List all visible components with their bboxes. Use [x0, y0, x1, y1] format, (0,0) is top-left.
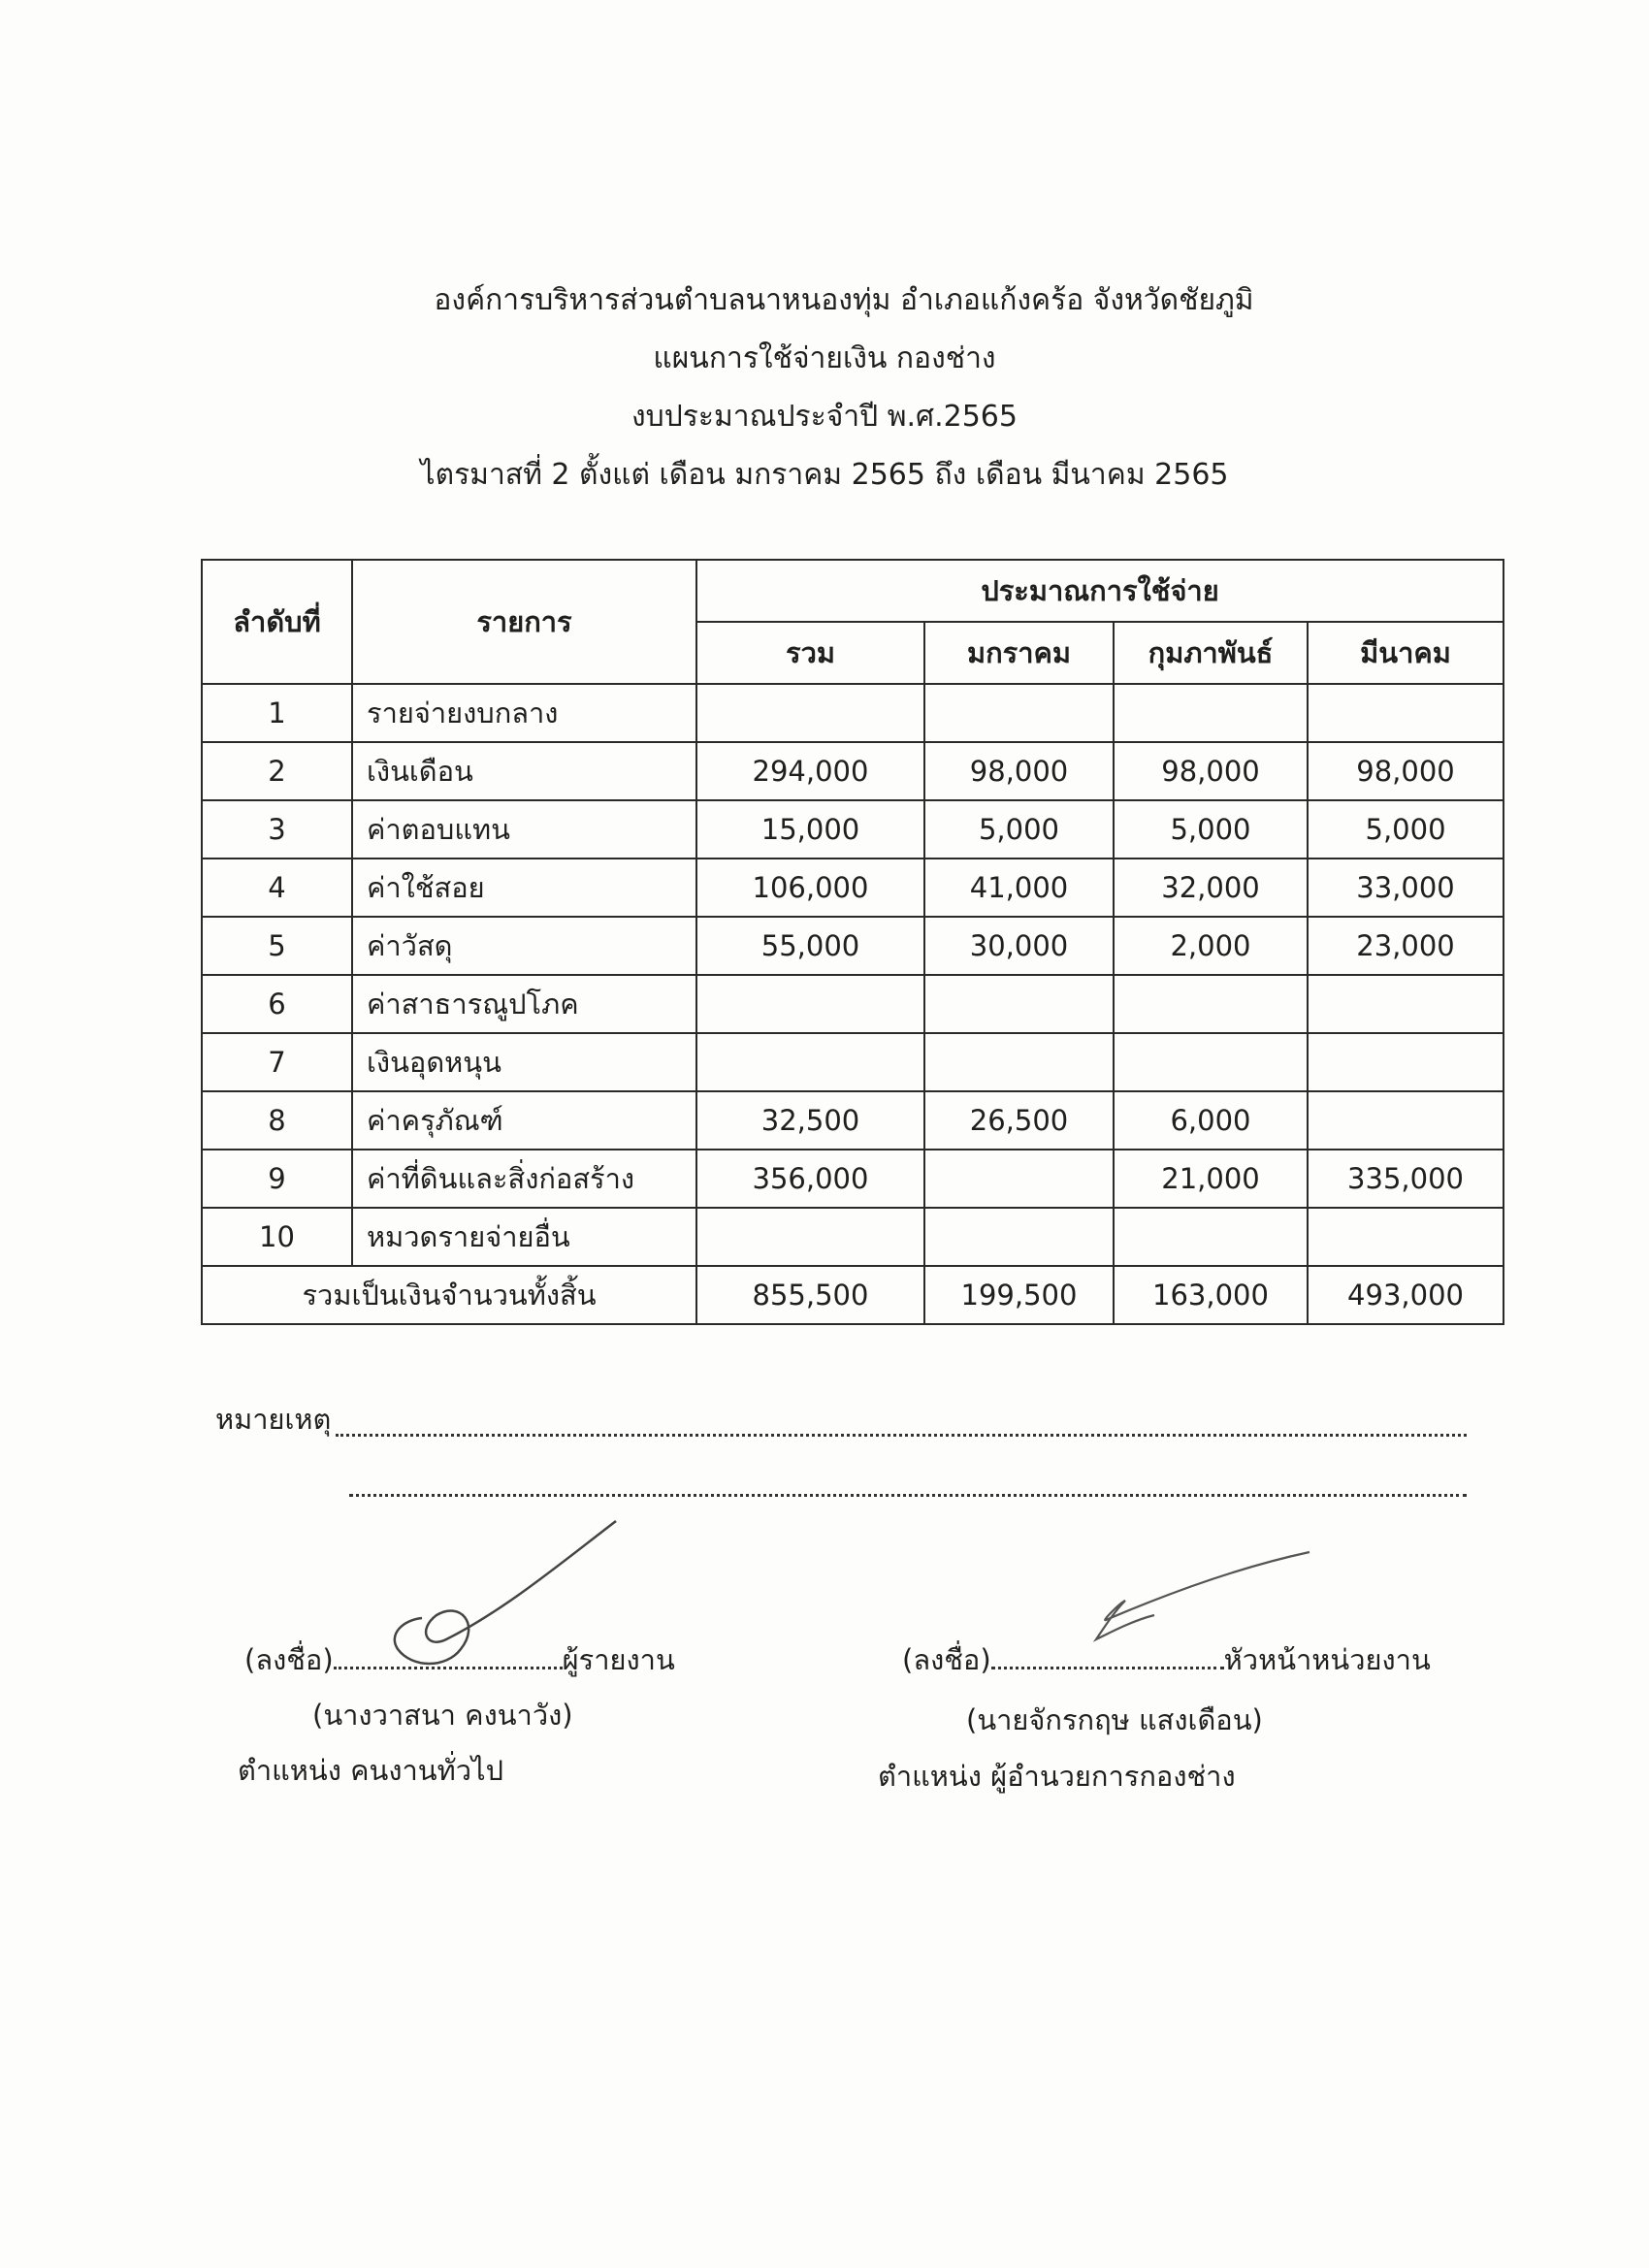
grand-total-row — [202, 1266, 1504, 1324]
table-row — [202, 917, 1504, 975]
col-header-mar: มีนาคม — [1308, 622, 1504, 684]
sign-dots-right — [991, 1667, 1224, 1669]
row-item: ค่าสาธารณูปโภค — [352, 975, 696, 1033]
col-header-total: รวม — [696, 622, 924, 684]
row-jan: 26,500 — [924, 1091, 1114, 1150]
reporter-position: ตำแหน่ง คนงานทั่วไป — [238, 1754, 504, 1787]
row-feb: 6,000 — [1114, 1091, 1308, 1150]
row-feb — [1114, 975, 1308, 1033]
row-item: หมวดรายจ่ายอื่น — [352, 1208, 696, 1266]
budget-table — [201, 559, 1504, 1325]
row-mar: 33,000 — [1308, 859, 1504, 917]
row-total: 15,000 — [696, 800, 924, 859]
row-total: 356,000 — [696, 1150, 924, 1208]
table-row — [202, 1033, 1504, 1091]
row-total — [696, 975, 924, 1033]
row-mar: 335,000 — [1308, 1150, 1504, 1208]
sign-dots-left — [334, 1667, 563, 1669]
row-mar — [1308, 1208, 1504, 1266]
row-item: เงินเดือน — [352, 742, 696, 800]
row-mar — [1308, 1091, 1504, 1150]
row-no: 6 — [202, 975, 352, 1033]
row-no: 4 — [202, 859, 352, 917]
row-no: 5 — [202, 917, 352, 975]
table-row — [202, 1208, 1504, 1266]
row-mar — [1308, 1033, 1504, 1091]
grand-total-mar: 493,000 — [1308, 1266, 1504, 1324]
row-item: ค่าวัสดุ — [352, 917, 696, 975]
row-total: 32,500 — [696, 1091, 924, 1150]
row-mar — [1308, 975, 1504, 1033]
row-total: 106,000 — [696, 859, 924, 917]
reporter-name: (นางวาสนา คงนาวัง) — [312, 1699, 573, 1732]
grand-total-jan: 199,500 — [924, 1266, 1114, 1324]
row-total — [696, 1208, 924, 1266]
table-row — [202, 975, 1504, 1033]
row-item: ค่าใช้สอย — [352, 859, 696, 917]
row-jan — [924, 975, 1114, 1033]
col-header-item: รายการ — [352, 560, 696, 684]
row-item: ค่าที่ดินและสิ่งก่อสร้าง — [352, 1150, 696, 1208]
row-jan — [924, 1150, 1114, 1208]
row-feb: 98,000 — [1114, 742, 1308, 800]
row-item: รายจ่ายงบกลาง — [352, 684, 696, 742]
row-feb: 5,000 — [1114, 800, 1308, 859]
row-item: ค่าตอบแทน — [352, 800, 696, 859]
col-header-feb: กุมภาพันธ์ — [1114, 622, 1308, 684]
row-jan: 5,000 — [924, 800, 1114, 859]
head-role: หัวหน้าหน่วยงาน — [1223, 1643, 1431, 1676]
row-total: 55,000 — [696, 917, 924, 975]
row-jan — [924, 1208, 1114, 1266]
table-row — [202, 742, 1504, 800]
row-no: 8 — [202, 1091, 352, 1150]
grand-total-feb: 163,000 — [1114, 1266, 1308, 1324]
table-row — [202, 800, 1504, 859]
table-row — [202, 1091, 1504, 1150]
row-jan — [924, 684, 1114, 742]
head-name: (นายจักรกฤษ แสงเดือน) — [966, 1703, 1263, 1736]
quarter-period: ไตรมาสที่ 2 ตั้งแต่ เดือน มกราคม 2565 ถึง เดือน มีนาคม 2565 — [420, 458, 1229, 492]
row-feb: 32,000 — [1114, 859, 1308, 917]
row-mar — [1308, 684, 1504, 742]
signature-left-line — [244, 1637, 675, 1682]
organization-title: องค์การบริหารส่วนตำบลนาหนองทุ่ม อำเภอแก้งคร้อ จังหวัดชัยภูมิ — [434, 283, 1254, 317]
row-feb: 21,000 — [1114, 1150, 1308, 1208]
grand-total-value: 855,500 — [696, 1266, 924, 1324]
remark-line-2 — [349, 1494, 1467, 1497]
row-no: 7 — [202, 1033, 352, 1091]
table-row — [202, 1150, 1504, 1208]
row-mar: 23,000 — [1308, 917, 1504, 975]
table-row — [202, 859, 1504, 917]
sign-prefix-right: (ลงชื่อ) — [902, 1643, 991, 1676]
row-mar: 5,000 — [1308, 800, 1504, 859]
row-jan: 98,000 — [924, 742, 1114, 800]
col-header-jan: มกราคม — [924, 622, 1114, 684]
row-jan: 30,000 — [924, 917, 1114, 975]
row-no: 9 — [202, 1150, 352, 1208]
row-feb — [1114, 1208, 1308, 1266]
row-jan — [924, 1033, 1114, 1091]
remark-line-1 — [336, 1434, 1467, 1437]
row-no: 3 — [202, 800, 352, 859]
document-header — [0, 272, 1649, 504]
row-jan: 41,000 — [924, 859, 1114, 917]
table-row — [202, 684, 1504, 742]
row-no: 1 — [202, 684, 352, 742]
row-feb: 2,000 — [1114, 917, 1308, 975]
row-item: เงินอุดหนุน — [352, 1033, 696, 1091]
row-feb — [1114, 1033, 1308, 1091]
row-total — [696, 1033, 924, 1091]
remark-label: หมายเหตุ — [215, 1403, 332, 1436]
row-mar: 98,000 — [1308, 742, 1504, 800]
row-feb — [1114, 684, 1308, 742]
plan-title: แผนการใช้จ่ายเงิน กองช่าง — [653, 341, 996, 375]
grand-total-label: รวมเป็นเงินจำนวนทั้งสิ้น — [202, 1266, 696, 1324]
budget-year: งบประมาณประจำปี พ.ศ.2565 — [631, 400, 1018, 434]
row-total — [696, 684, 924, 742]
signature-right-line — [902, 1637, 1431, 1682]
col-header-no: ลำดับที่ — [202, 560, 352, 684]
row-no: 2 — [202, 742, 352, 800]
head-position: ตำแหน่ง ผู้อำนวยการกองช่าง — [878, 1760, 1236, 1793]
row-no: 10 — [202, 1208, 352, 1266]
col-group-header: ประมาณการใช้จ่าย — [696, 560, 1504, 622]
row-total: 294,000 — [696, 742, 924, 800]
reporter-role: ผู้รายงาน — [562, 1643, 675, 1676]
sign-prefix-left: (ลงชื่อ) — [244, 1643, 334, 1676]
row-item: ค่าครุภัณฑ์ — [352, 1091, 696, 1150]
